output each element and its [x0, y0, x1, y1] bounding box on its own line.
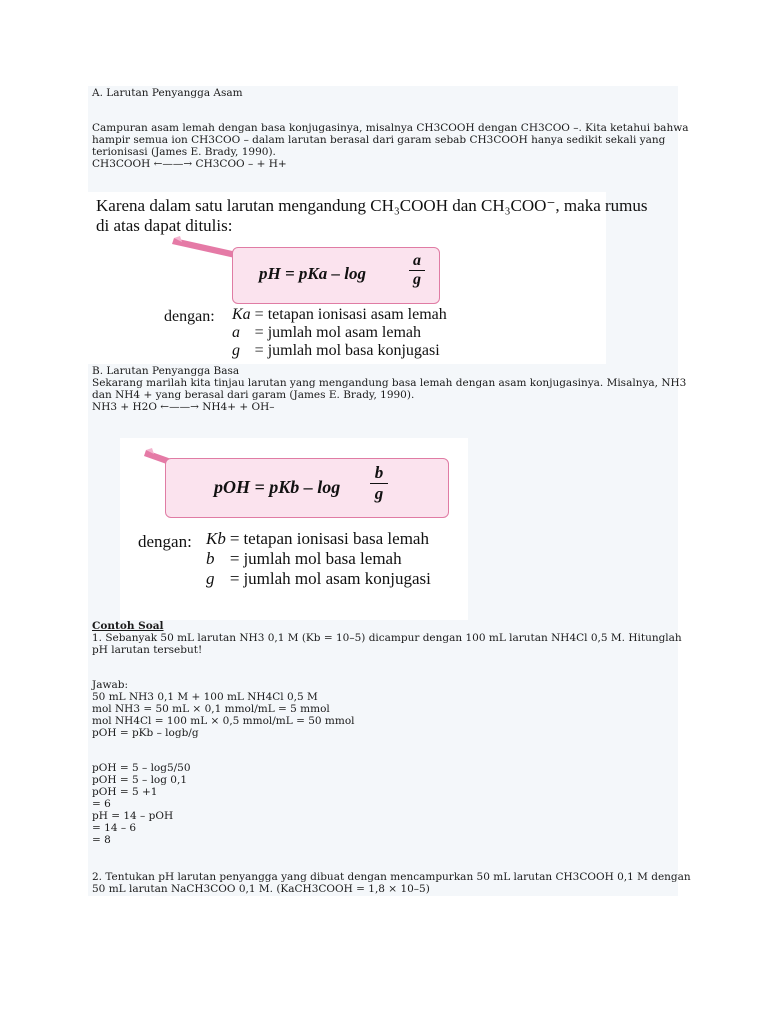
fraction-numerator: a: [413, 252, 421, 269]
legend-row: a = jumlah mol asam lemah: [232, 324, 421, 341]
section-a-paragraph-line: terionisasi (James E. Brady, 1990).: [92, 146, 276, 158]
section-b-paragraph-line: dan NH4 + yang berasal dari garam (James E. Brady, 1990).: [92, 389, 415, 401]
question-1-line: pH larutan tersebut!: [92, 644, 203, 656]
example-heading: Contoh Soal: [92, 620, 164, 632]
question-1-line: 1. Sebanyak 50 mL larutan NH3 0,1 M (Kb = 10–5) dicampur dengan 100 mL larutan NH4Cl 0,5 M. Hitunglah: [92, 632, 682, 644]
calc-line: pOH = 5 – log5/50: [92, 762, 191, 774]
answer-line: 50 mL NH3 0,1 M + 100 mL NH4Cl 0,5 M: [92, 691, 318, 703]
calc-line: = 6: [92, 798, 111, 810]
ph-fraction: [409, 252, 425, 289]
answer-line: Jawab:: [92, 679, 128, 691]
fraction-numerator: b: [374, 463, 384, 482]
calc-line: pOH = 5 – log 0,1: [92, 774, 188, 786]
legend-label: dengan:: [164, 308, 215, 325]
poh-formula-box: [165, 458, 449, 518]
legend-row: g = jumlah mol basa konjugasi: [232, 342, 440, 359]
fraction-denominator: g: [413, 271, 421, 288]
section-a-reaction: CH3COOH ←——→ CH3COO – + H+: [92, 158, 287, 170]
calc-line: pOH = 5 +1: [92, 786, 158, 798]
ph-formula-box: [232, 247, 440, 304]
section-b-reaction: NH3 + H2O ←——→ NH4+ + OH–: [92, 401, 275, 413]
section-a-paragraph-line: Campuran asam lemah dengan basa konjugasinya, misalnya CH3COOH dengan CH3COO –. Kita ketahui bahwa: [92, 122, 689, 134]
legend-table: [232, 306, 451, 360]
question-2-line: 50 mL larutan NaCH3COO 0,1 M. (KaCH3COOH = 1,8 × 10–5): [92, 883, 430, 895]
legend-row: Ka = tetapan ionisasi asam lemah: [232, 306, 447, 323]
section-a-paragraph-line: hampir semua ion CH3COO – dalam larutan berasal dari garam sebab CH3COOH hanya sedikit sekali yang: [92, 134, 666, 146]
question-2-line: 2. Tentukan pH larutan penyangga yang dibuat dengan mencampurkan 50 mL larutan CH3COOH 0,1 M dengan: [92, 871, 691, 883]
poh-formula: pOH = pKb – log: [214, 477, 341, 497]
legend-row: b = jumlah mol basa lemah: [206, 549, 402, 568]
legend-table: [206, 529, 435, 589]
section-b-paragraph-line: Sekarang marilah kita tinjau larutan yang mengandung basa lemah dengan asam konjugasinya. Misalnya, NH3: [92, 377, 687, 389]
answer-line: mol NH3 = 50 mL × 0,1 mmol/mL = 5 mmol: [92, 703, 330, 715]
formula-intro-line: di atas dapat ditulis:: [96, 216, 233, 235]
section-a-heading: A. Larutan Penyangga Asam: [92, 87, 243, 99]
formula-image-ph: [88, 192, 648, 364]
calc-line: = 14 – 6: [92, 822, 137, 834]
calc-line: = 8: [92, 834, 111, 846]
formula-image-poh: [120, 438, 468, 620]
calc-line: pH = 14 – pOH: [92, 810, 174, 822]
legend-label: dengan:: [138, 532, 192, 551]
formula-intro-line: Karena dalam satu larutan mengandung CH₃COOH dan CH₃COO⁻, maka rumus: [96, 196, 648, 215]
fraction-denominator: g: [374, 484, 384, 503]
ph-formula: pH = pKa – log: [259, 264, 366, 283]
poh-fraction: [370, 463, 388, 504]
answer-line: mol NH4Cl = 100 mL × 0,5 mmol/mL = 50 mmol: [92, 715, 355, 727]
answer-line: pOH = pKb – logb/g: [92, 727, 199, 739]
section-b-heading: B. Larutan Penyangga Basa: [92, 365, 240, 377]
legend-row: g = jumlah mol asam konjugasi: [206, 569, 431, 588]
legend-row: Kb = tetapan ionisasi basa lemah: [206, 529, 429, 548]
